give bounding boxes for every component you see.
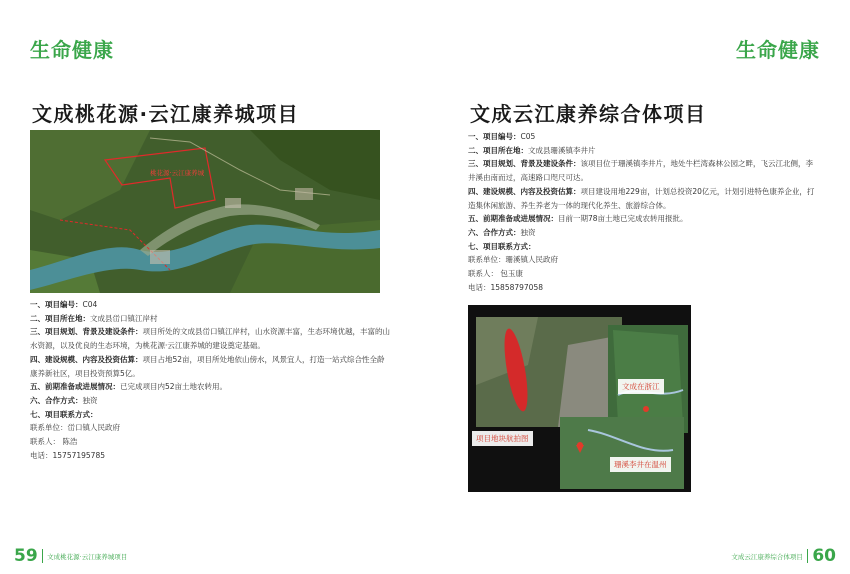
zhejiang-location-label: 文成在浙江 — [618, 379, 664, 394]
map-project-label: 桃花源·云江康养城 — [150, 169, 205, 177]
page-number: 59 — [14, 546, 38, 566]
page-footer — [14, 546, 127, 566]
detail-row: 一、项目编号：C04 — [30, 300, 98, 309]
detail-row: 六、合作方式：独资 — [468, 227, 536, 237]
location-composite-image — [468, 305, 691, 492]
contact-phone: 电话：15858797058 — [468, 282, 543, 292]
right-page — [425, 0, 850, 574]
detail-row: 四、建设规模、内容及投资估算：项目建设用地229亩，计划总投资20亿元，计划引进特色康养企业，打造集休闲旅游、养生养老为一体的现代化养生、旅游综合体。 — [468, 186, 815, 210]
project-details — [468, 130, 818, 294]
detail-row: 三、项目规划、背景及建设条件：项目所处的文成县峃口镇江岸村，山水资源丰富，生态环境优越，丰富的山水资源，以及优良的生态环境，为桃花源·云江康养城的建设奠定基础。 — [30, 327, 390, 351]
footer-label: 文成云江康养综合体项目 — [731, 552, 803, 561]
footer-divider — [42, 549, 44, 563]
detail-row: 二、项目所在地：文成县珊溪镇李井片 — [468, 145, 596, 155]
satellite-map — [30, 130, 380, 293]
detail-row: 三、项目规划、背景及建设条件：该项目位于珊溪镇李井片，地处牛栏湾森林公园之畔，飞云江北侧，李井溪由南而过，高速路口咫尺可达。 — [468, 159, 813, 183]
detail-row: 六、合作方式：独资 — [30, 395, 98, 405]
wenzhou-location-label: 珊溪李井在温州 — [610, 457, 671, 472]
page-footer — [731, 546, 836, 566]
contact-person: 联系人： 包玉康 — [468, 269, 523, 279]
brand-header: 生命健康 — [736, 38, 820, 62]
brand-header: 生命健康 — [30, 38, 114, 62]
satellite-map-graphic — [30, 130, 380, 293]
detail-row: 五、前期准备或进展情况：已完成项目内52亩土地农转用。 — [30, 382, 228, 392]
project-title: 文成云江康养综合体项目 — [470, 102, 707, 126]
contact-unit: 联系单位：峃口镇人民政府 — [30, 423, 120, 433]
contact-unit: 联系单位：珊溪镇人民政府 — [468, 255, 558, 265]
project-title: 文成桃花源·云江康养城项目 — [32, 102, 300, 126]
detail-row: 七、项目联系方式： — [30, 409, 98, 419]
detail-row: 二、项目所在地：文成县峃口镇江岸村 — [30, 313, 158, 323]
detail-row: 五、前期准备或进展情况：目前一期78亩土地已完成农转用报批。 — [468, 214, 688, 224]
detail-row: 一、项目编号：C05 — [468, 132, 536, 141]
footer-divider — [807, 549, 809, 563]
contact-person: 联系人： 陈浩 — [30, 437, 78, 447]
project-details — [30, 298, 390, 462]
detail-row: 四、建设规模、内容及投资估算：项目占地52亩，项目所处地依山傍水，风景宜人，打造一站式综合性全龄康养新社区，项目投资预算5亿。 — [30, 354, 385, 378]
detail-row: 七、项目联系方式： — [468, 241, 536, 251]
contact-phone: 电话：15757195785 — [30, 450, 105, 460]
footer-label: 文成桃花源·云江康养城项目 — [47, 552, 128, 561]
aerial-photo-label: 项目地块航拍图 — [472, 431, 533, 446]
page-number: 60 — [812, 546, 836, 566]
